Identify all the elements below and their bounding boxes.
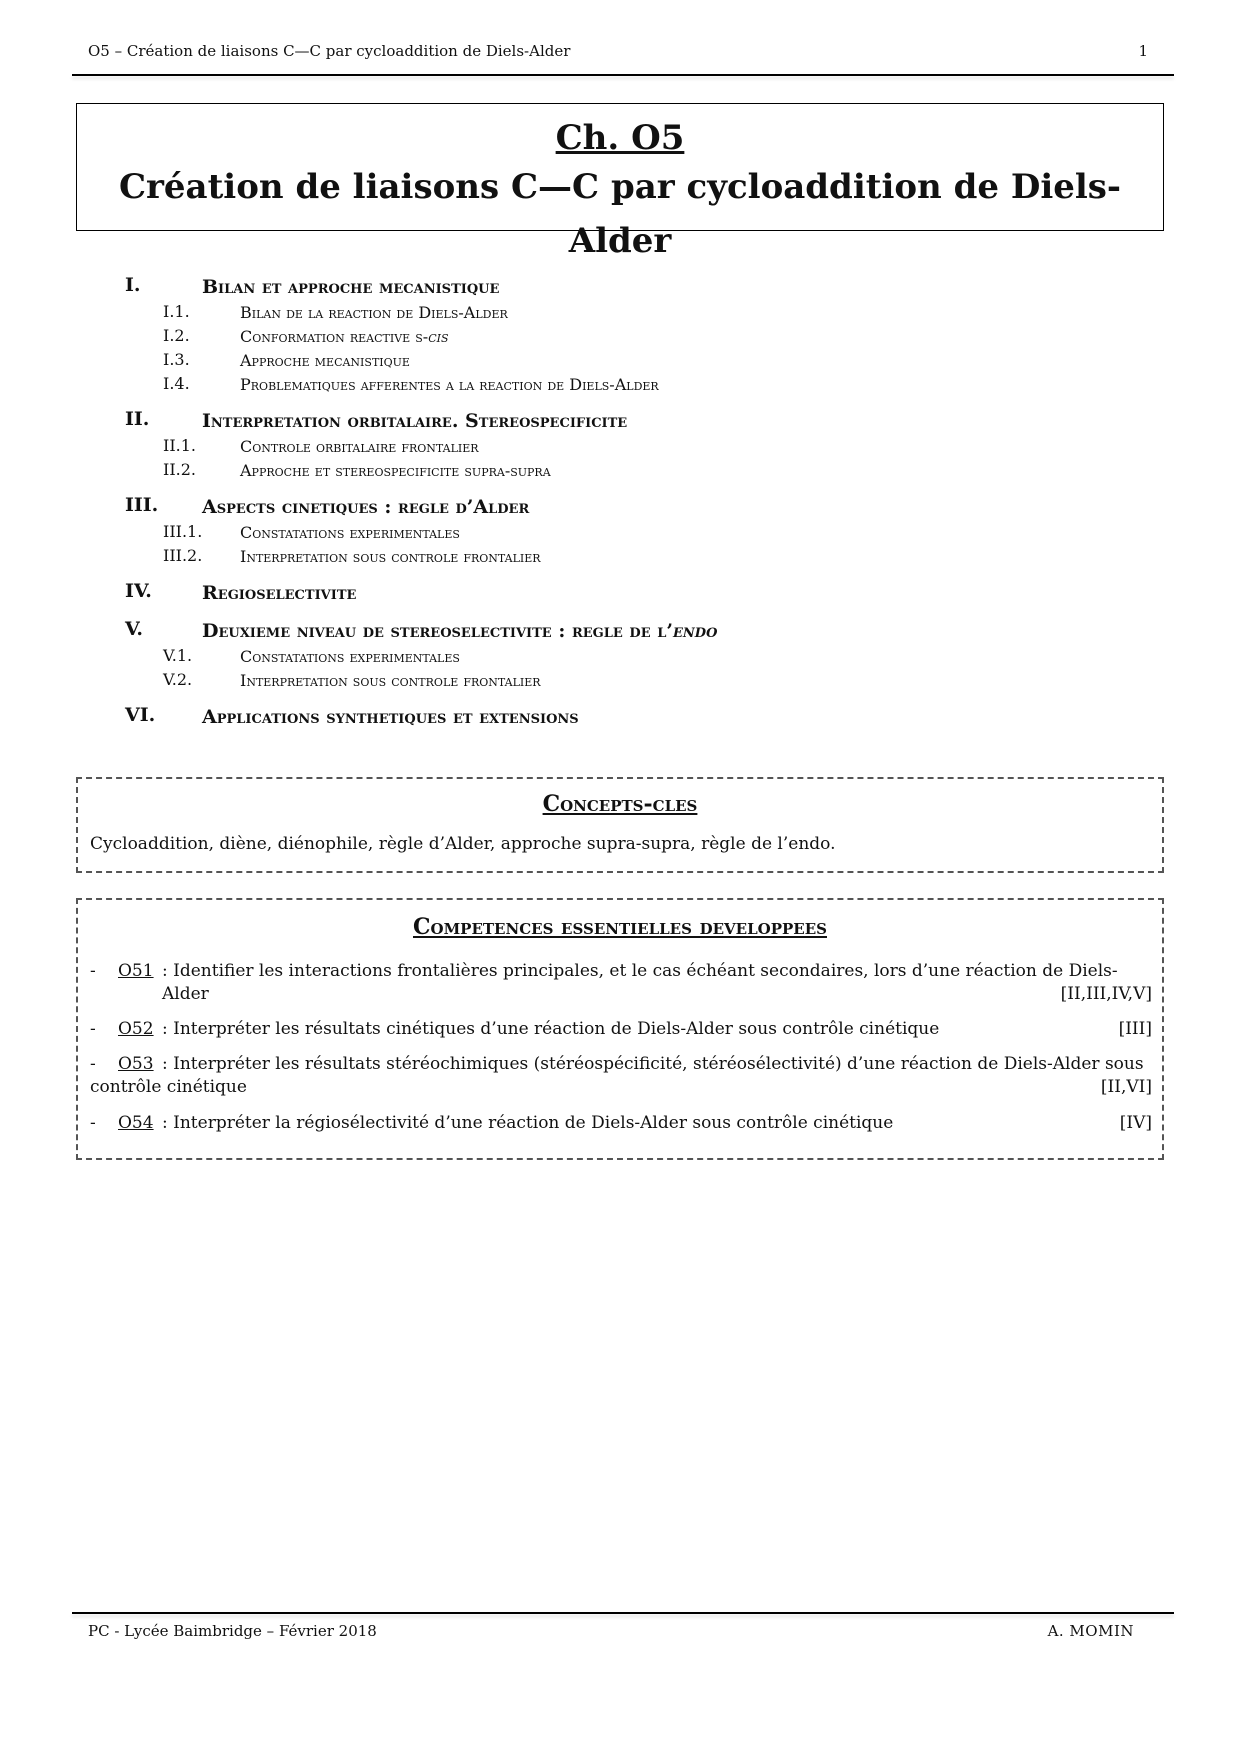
- toc-subsection-number: II.1.: [163, 436, 196, 455]
- chapter-number: Ch. O5: [555, 118, 685, 158]
- toc-subsection-title-emphasis: cis: [428, 327, 449, 346]
- toc-section-number: I.: [125, 274, 141, 296]
- competences-heading: Competences essentielles developpees: [413, 914, 827, 940]
- toc-section-number: IV.: [125, 580, 152, 602]
- toc-section-title: Applications synthetiques et extensions: [202, 706, 579, 728]
- toc-subsection-title: Approche mecanistique: [240, 351, 410, 370]
- competence-code: O51: [118, 961, 154, 981]
- footer-author: A. MOMIN: [1047, 1622, 1134, 1640]
- chapter-title: Création de liaisons C—C par cycloaddition de Diels-Alder: [118, 167, 1122, 261]
- competence-ref: [IV]: [1119, 1113, 1152, 1133]
- competence-item: [90, 960, 1152, 1006]
- toc-section-number: III.: [125, 494, 159, 516]
- page-footer: [88, 1622, 1134, 1640]
- footer-rule: [72, 1612, 1174, 1614]
- toc-subsection: [0, 434, 1240, 458]
- toc-subsection-number: II.2.: [163, 460, 196, 479]
- toc-section-number: VI.: [125, 704, 156, 726]
- toc-subsection-number: III.2.: [163, 546, 203, 565]
- table-of-contents: [0, 270, 1240, 730]
- toc-subsection-title: [240, 327, 449, 346]
- footer-left: PC - Lycée Baimbridge – Février 2018: [88, 1622, 377, 1640]
- competence-code: O53: [118, 1054, 154, 1074]
- toc-section-title: [202, 620, 717, 642]
- toc-subsection: [0, 668, 1240, 692]
- toc-subsection-number: V.2.: [163, 670, 193, 689]
- competence-dash: -: [90, 1019, 96, 1039]
- toc-subsection-number: I.1.: [163, 302, 190, 321]
- page-number: 1: [1138, 42, 1148, 60]
- toc-subsection-title: Interpretation sous controle frontalier: [240, 671, 541, 690]
- toc-subsection-number: I.2.: [163, 326, 190, 345]
- page-header: [88, 42, 1148, 60]
- toc-section-title: Interpretation orbitalaire. Stereospecificite: [202, 410, 628, 432]
- concepts-box: [76, 777, 1164, 873]
- competence-ref: [II,III,IV,V]: [1060, 984, 1152, 1004]
- toc-subsection: [0, 324, 1240, 348]
- toc-subsection-number: I.4.: [163, 374, 190, 393]
- toc-subsection: [0, 372, 1240, 396]
- toc-section: [0, 404, 1240, 434]
- toc-subsection-title: Bilan de la reaction de Diels-Alder: [240, 303, 508, 322]
- concepts-text: Cycloaddition, diène, diénophile, règle d’Alder, approche supra-supra, règle de l’endo.: [90, 834, 836, 854]
- toc-subsection-number: I.3.: [163, 350, 190, 369]
- toc-subsection-title-text: Conformation reactive s-: [240, 327, 429, 346]
- toc-subsection-title: Interpretation sous controle frontalier: [240, 547, 541, 566]
- concepts-heading: Concepts-cles: [542, 791, 698, 817]
- toc-section-title-text: Deuxieme niveau de stereoselectivite : regle de l’: [202, 620, 673, 642]
- title-box: [76, 103, 1164, 261]
- toc-subsection: [0, 544, 1240, 568]
- toc-subsection: [0, 458, 1240, 482]
- toc-subsection-title: Constatations experimentales: [240, 647, 460, 666]
- competence-item: [90, 1018, 1152, 1041]
- competence-dash: -: [90, 1054, 96, 1074]
- competence-text: : Interpréter les résultats cinétiques d’une réaction de Diels-Alder sous contrôle cinétique: [162, 1019, 940, 1039]
- toc-section-number: V.: [125, 618, 144, 640]
- toc-section: [0, 614, 1240, 644]
- toc-section: [0, 490, 1240, 520]
- toc-subsection-number: III.1.: [163, 522, 203, 541]
- toc-subsection: [0, 348, 1240, 372]
- competences-box: [76, 898, 1164, 1160]
- toc-subsection: [0, 520, 1240, 544]
- header-title: O5 – Création de liaisons C—C par cycloaddition de Diels-Alder: [88, 42, 571, 60]
- competence-dash: -: [90, 1113, 96, 1133]
- toc-section-title: Regioselectivite: [202, 582, 357, 604]
- toc-subsection-title: Constatations experimentales: [240, 523, 460, 542]
- toc-subsection-title: Controle orbitalaire frontalier: [240, 437, 479, 456]
- competence-code: O52: [118, 1019, 154, 1039]
- toc-section-title: Bilan et approche mecanistique: [202, 276, 500, 298]
- competence-text-continued: contrôle cinétique: [90, 1077, 247, 1097]
- competence-text: : Identifier les interactions frontalières principales, et le cas échéant secondaires, lors d’une réaction de Diels-Alder: [162, 961, 1118, 1004]
- toc-section: [0, 700, 1240, 730]
- competence-ref: [III]: [1118, 1019, 1152, 1039]
- toc-section-number: II.: [125, 408, 150, 430]
- toc-section-title: Aspects cinetiques : regle d’Alder: [202, 496, 530, 518]
- toc-section: [0, 270, 1240, 300]
- toc-section: [0, 576, 1240, 606]
- competence-ref: [II,VI]: [1100, 1077, 1152, 1097]
- competence-code: O54: [118, 1113, 154, 1133]
- toc-subsection: [0, 644, 1240, 668]
- toc-subsection-number: V.1.: [163, 646, 193, 665]
- competence-text: : Interpréter la régiosélectivité d’une réaction de Diels-Alder sous contrôle cinétique: [162, 1113, 894, 1133]
- competence-item: [90, 1112, 1152, 1135]
- competence-text: : Interpréter les résultats stéréochimiques (stéréospécificité, stéréosélectivité) d’une réaction de Diels-Alder sous: [162, 1054, 1144, 1074]
- toc-section-title-emphasis: endo: [673, 620, 718, 642]
- competence-dash: -: [90, 961, 96, 981]
- toc-subsection-title: Approche et stereospecificite supra-supra: [240, 461, 551, 480]
- header-rule: [72, 74, 1174, 76]
- toc-subsection-title: Problematiques afferentes a la reaction de Diels-Alder: [240, 375, 659, 394]
- competence-item: [90, 1053, 1152, 1099]
- toc-subsection: [0, 300, 1240, 324]
